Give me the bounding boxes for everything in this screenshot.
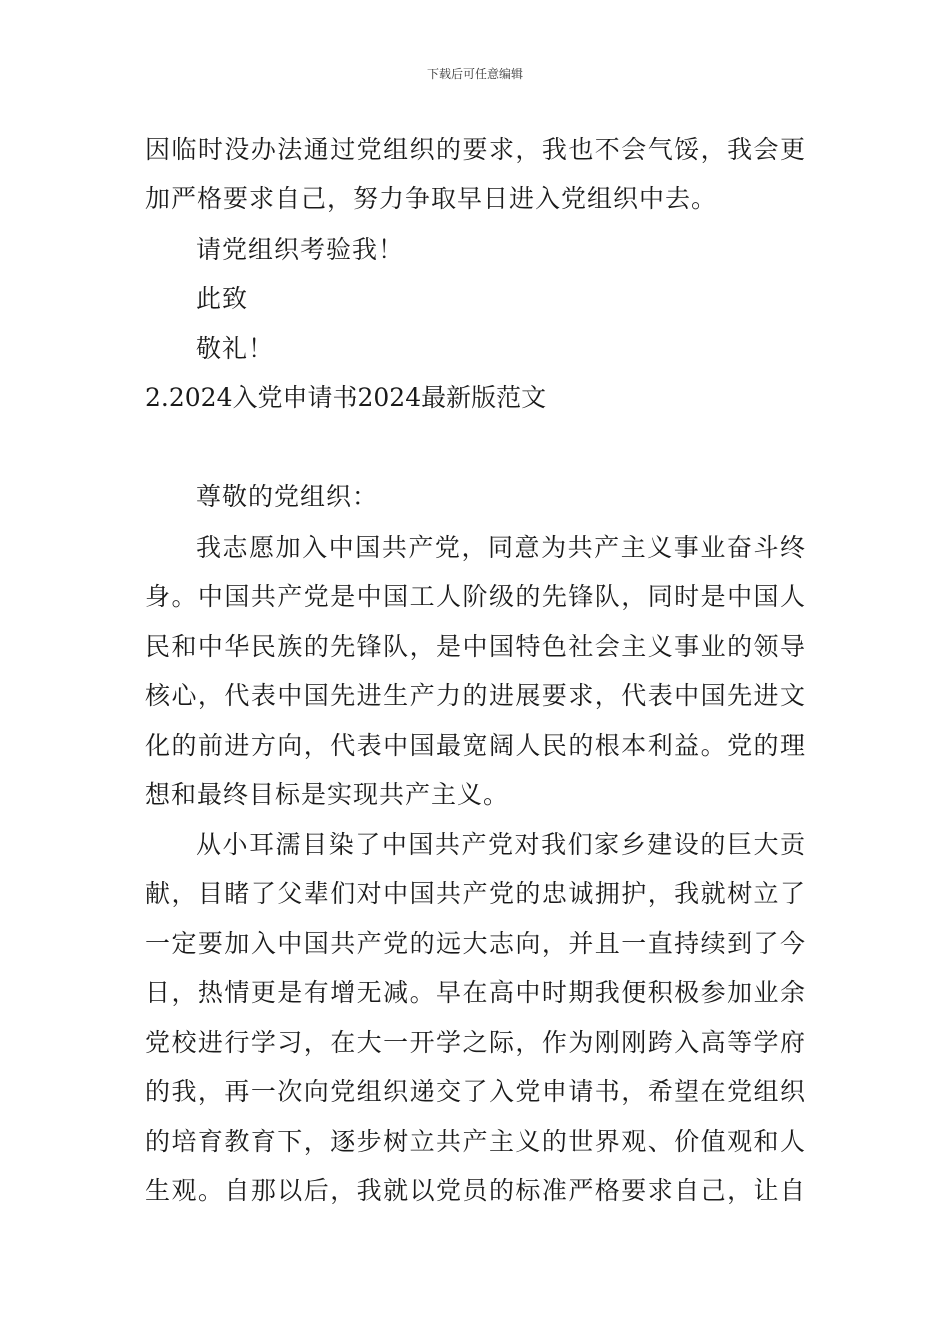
body-line: 生观。自那以后，我就以党员的标准严格要求自己，让自 [145,1176,805,1205]
salutation: 尊敬的党组织： [196,482,379,511]
body-line: 党校进行学习，在大一开学之际，作为刚刚跨入高等学府 [145,1028,805,1057]
body-line: 化的前进方向，代表中国最宽阔人民的根本利益。党的理 [145,731,805,760]
closing-line: 此致 [196,284,249,313]
section-heading: 2.2024入党申请书2024最新版范文 [145,383,547,412]
body-line: 我志愿加入中国共产党，同意为共产主义事业奋斗终 [196,533,805,562]
body-line: 请党组织考验我！ [196,235,405,264]
body-line: 的我，再一次向党组织递交了入党申请书，希望在党组织 [145,1077,805,1106]
body-line: 身。中国共产党是中国工人阶级的先锋队，同时是中国人 [145,582,805,611]
body-line: 日，热情更是有增无减。早在高中时期我便积极参加业余 [145,978,805,1007]
body-line: 民和中华民族的先锋队，是中国特色社会主义事业的领导 [145,632,805,661]
body-line: 因临时没办法通过党组织的要求，我也不会气馁，我会更 [145,135,805,164]
closing-line: 敬礼！ [196,334,275,363]
page-header: 下载后可任意编辑 [426,67,523,81]
body-line: 的培育教育下，逐步树立共产主义的世界观、价值观和人 [145,1127,805,1156]
body-line: 从小耳濡目染了中国共产党对我们家乡建设的巨大贡 [196,830,805,859]
body-line: 想和最终目标是实现共产主义。 [145,780,510,809]
body-line: 献，目睹了父辈们对中国共产党的忠诚拥护，我就树立了 [145,879,805,908]
body-line: 核心，代表中国先进生产力的进展要求，代表中国先进文 [145,681,805,710]
body-line: 一定要加入中国共产党的远大志向，并且一直持续到了今 [145,929,805,958]
body-line: 加严格要求自己，努力争取早日进入党组织中去。 [145,184,718,213]
